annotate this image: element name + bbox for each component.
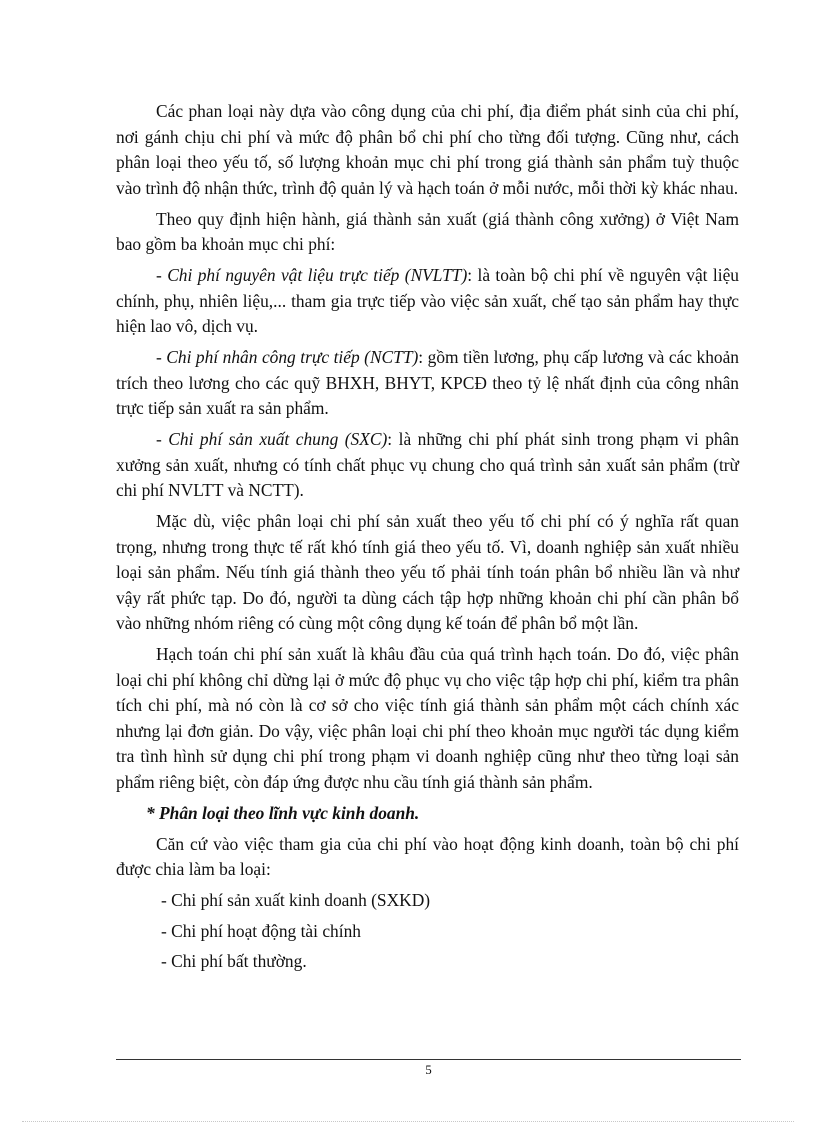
item-direct-materials (116, 263, 739, 340)
cost-type-list (116, 888, 739, 975)
paragraph-cost-classification-intro: Các phan loại này dựa vào công dụng của chi phí, địa điểm phát sinh của chi phí, nơi gánh chịu chi phí và mức độ phân bổ chi phí cho từng đối tượng. Cũng như, cách phân loại theo yếu tố, số lượng khoản mục chi phí trong giá thành sản phẩm tuỳ thuộc vào trình độ nhận thức, trình độ quản lý và hạch toán ở mỗi nước, mỗi thời kỳ khác nhau. (116, 101, 739, 198)
item-general-production-term: - Chi phí sản xuất chung (SXC) (156, 429, 388, 449)
list-item: - Chi phí hoạt động tài chính (161, 920, 361, 941)
item-direct-labor-text: : gồm tiền lương, phụ cấp lương và các khoản trích theo lương cho các quỹ BHXH, BHYT, KPCĐ theo tỷ lệ nhất định của công nhân trực tiếp sản xuất ra sản phẩm. (116, 347, 739, 418)
item-general-production (116, 427, 739, 504)
item-general-production-text: : là những chi phí phát sinh trong phạm vi phân xưởng sản xuất, nhưng có tính chất phục vụ chung cho quá trình sản xuất sản phẩm (trừ chi phí NVLTT và NCTT). (116, 429, 739, 500)
item-direct-materials-text: : là toàn bộ chi phí về nguyên vật liệu chính, phụ, nhiên liệu,... tham gia trực tiếp vào việc sản xuất, chế tạo sản phẩm hay thực hiện lao vô, dịch vụ. (116, 265, 739, 336)
item-direct-materials-term: - Chi phí nguyên vật liệu trực tiếp (NVLTT) (156, 265, 468, 285)
footer-divider (116, 1059, 741, 1060)
item-direct-labor (116, 345, 739, 422)
item-direct-labor-term: - Chi phí nhân công trực tiếp (NCTT) (156, 347, 419, 367)
paragraph-business-activity: Căn cứ vào việc tham gia của chi phí vào hoạt động kinh doanh, toàn bộ chi phí được chia làm ba loại: (116, 833, 739, 879)
paragraph-cost-accounting: Hạch toán chi phí sản xuất là khâu đầu của quá trình hạch toán. Do đó, việc phân loại chi phí không chỉ dừng lại ở mức độ phục vụ cho việc tập hợp chi phí, kiểm tra phân tích chi phí, mà nó còn là cơ sở cho việc tính giá thành sản phẩm một cách chính xác nhưng lại đơn giản. Do vậy, việc phân loại chi phí theo khoản mục người tác dụng kiểm tra tình hình sử dụng chi phí trong phạm vi doanh nghiệp cũng như theo từng loại sản phẩm riêng biệt, còn đáp ứng được nhu cầu tính giá thành sản phẩm. (116, 644, 739, 792)
list-item: - Chi phí bất thường. (161, 951, 307, 971)
page-bottom-edge (22, 1121, 794, 1122)
page-body (116, 99, 739, 980)
section-heading-business-field: * Phân loại theo lĩnh vực kinh doanh. (146, 802, 420, 823)
list-item: - Chi phí sản xuất kinh doanh (SXKD) (161, 890, 431, 910)
page-number: 5 (425, 1062, 432, 1077)
paragraph-element-classification: Mặc dù, việc phân loại chi phí sản xuất theo yếu tố chi phí có ý nghĩa rất quan trọng, nhưng trong thực tế rất khó tính giá theo yếu tố. Vì, doanh nghiệp sản xuất nhiều loại sản phẩm. Nếu tính giá thành theo yếu tố phải tính toán phân bổ nhiều lần và như vậy rất phức tạp. Do đó, người ta dùng cách tập hợp những khoản chi phí cần phân bổ vào những nhóm riêng có cùng một công dụng kế toán để phân bổ một lần. (116, 511, 739, 633)
paragraph-production-cost-items: Theo quy định hiện hành, giá thành sản xuất (giá thành công xưởng) ở Việt Nam bao gồm ba khoản mục chi phí: (116, 208, 739, 254)
